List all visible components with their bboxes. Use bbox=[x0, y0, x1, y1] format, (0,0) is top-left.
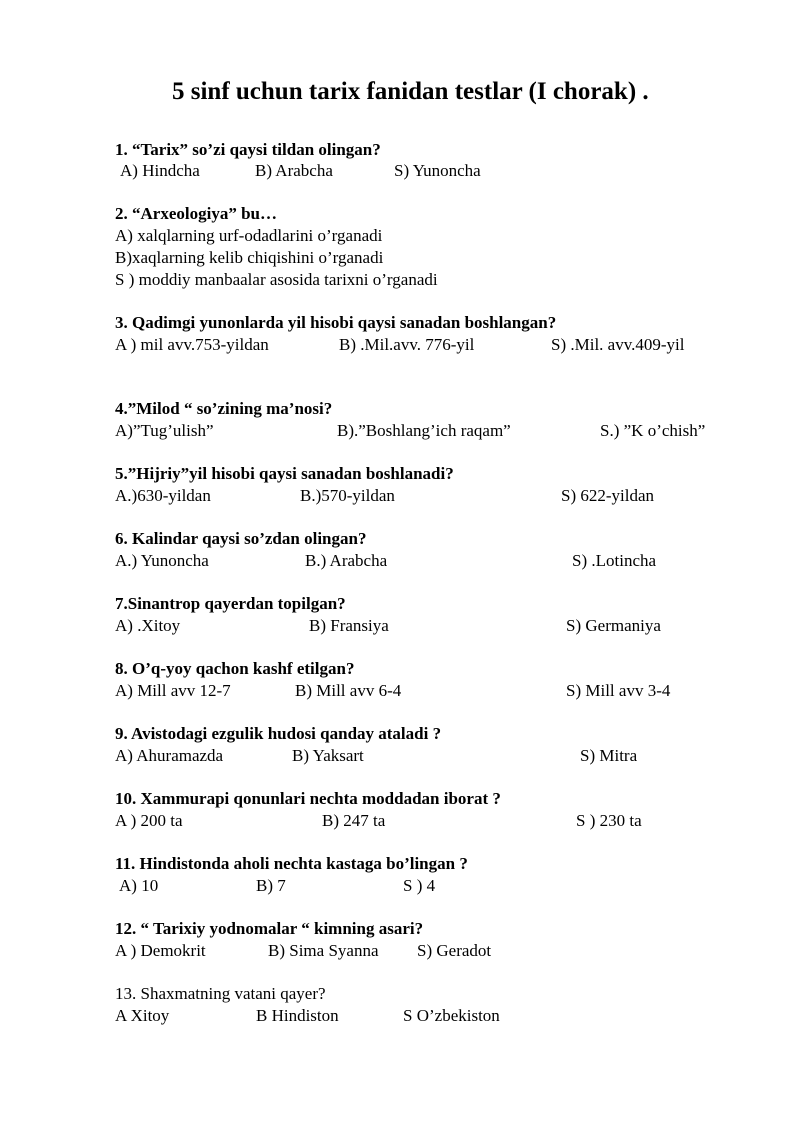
q6-option-b: B.) Arabcha bbox=[305, 551, 388, 570]
q10-option-s: S ) 230 ta bbox=[576, 811, 642, 830]
q8-option-s: S) Mill avv 3-4 bbox=[566, 681, 671, 700]
q2-option-s: S ) moddiy manbaalar asosida tarixni o’rganadi bbox=[115, 270, 438, 289]
q3-option-b: B) .Mil.avv. 776-yil bbox=[339, 335, 475, 354]
q3-option-a: A ) mil avv.753-yildan bbox=[115, 335, 269, 354]
q9-option-s: S) Mitra bbox=[580, 746, 638, 765]
question-5: 5.”Hijriy”yil hisobi qaysi sanadan boshlanadi? bbox=[115, 464, 454, 483]
question-1: 1. “Tarix” so’zi qaysi tildan olingan? bbox=[115, 140, 381, 159]
question-12: 12. “ Tarixiy yodnomalar “ kimning asari? bbox=[115, 919, 424, 938]
question-9: 9. Avistodagi ezgulik hudosi qanday ataladi ? bbox=[115, 724, 442, 743]
question-7: 7.Sinantrop qayerdan topilgan? bbox=[115, 594, 346, 613]
q11-option-b: B) 7 bbox=[256, 876, 286, 895]
q5-option-a: A.)630-yildan bbox=[115, 486, 211, 505]
question-13: 13. Shaxmatning vatani qayer? bbox=[115, 984, 326, 1003]
q13-option-b: B Hindiston bbox=[256, 1006, 339, 1025]
q1-option-a: A) Hindcha bbox=[120, 161, 200, 180]
question-11: 11. Hindistonda aholi nechta kastaga bo’lingan ? bbox=[115, 854, 468, 873]
question-6: 6. Kalindar qaysi so’zdan olingan? bbox=[115, 529, 367, 548]
q3-option-s: S) .Mil. avv.409-yil bbox=[551, 335, 685, 354]
q7-option-b: B) Fransiya bbox=[309, 616, 389, 635]
question-4: 4.”Milod “ so’zining ma’nosi? bbox=[115, 399, 333, 418]
q9-option-a: A) Ahuramazda bbox=[115, 746, 224, 765]
q11-option-s: S ) 4 bbox=[403, 876, 436, 895]
q4-option-s: S.) ”K o’chish” bbox=[600, 421, 706, 440]
question-10: 10. Xammurapi qonunlari nechta moddadan iborat ? bbox=[115, 789, 501, 808]
q1-option-b: B) Arabcha bbox=[255, 161, 333, 180]
q13-option-s: S O’zbekiston bbox=[403, 1006, 500, 1025]
q2-option-b: B)xaqlarning kelib chiqishini o’rganadi bbox=[115, 248, 384, 267]
q9-option-b: B) Yaksart bbox=[292, 746, 364, 765]
page-title: 5 sinf uchun tarix fanidan testlar (I chorak) . bbox=[172, 78, 649, 105]
q13-option-a: A Xitoy bbox=[115, 1006, 170, 1025]
q5-option-s: S) 622-yildan bbox=[561, 486, 655, 505]
q8-option-b: B) Mill avv 6-4 bbox=[295, 681, 402, 700]
q11-option-a: A) 10 bbox=[119, 876, 159, 895]
q6-option-s: S) .Lotincha bbox=[572, 551, 657, 570]
q4-option-a: A)”Tug’ulish” bbox=[115, 421, 214, 440]
q4-option-b: B).”Boshlang’ich raqam” bbox=[337, 421, 511, 440]
q6-option-a: A.) Yunoncha bbox=[115, 551, 209, 570]
q7-option-s: S) Germaniya bbox=[566, 616, 661, 635]
question-2: 2. “Arxeologiya” bu… bbox=[115, 204, 277, 223]
q1-option-s: S) Yunoncha bbox=[394, 161, 481, 180]
q12-option-s: S) Geradot bbox=[417, 941, 492, 960]
q10-option-b: B) 247 ta bbox=[322, 811, 386, 830]
question-3: 3. Qadimgi yunonlarda yil hisobi qaysi sanadan boshlangan? bbox=[115, 313, 557, 332]
q10-option-a: A ) 200 ta bbox=[115, 811, 183, 830]
q8-option-a: A) Mill avv 12-7 bbox=[115, 681, 231, 700]
q12-option-b: B) Sima Syanna bbox=[268, 941, 379, 960]
question-8: 8. O’q-yoy qachon kashf etilgan? bbox=[115, 659, 355, 678]
q5-option-b: B.)570-yildan bbox=[300, 486, 395, 505]
q2-option-a: A) xalqlarning urf-odadlarini o’rganadi bbox=[115, 226, 383, 245]
q12-option-a: A ) Demokrit bbox=[115, 941, 206, 960]
q7-option-a: A) .Xitoy bbox=[115, 616, 181, 635]
